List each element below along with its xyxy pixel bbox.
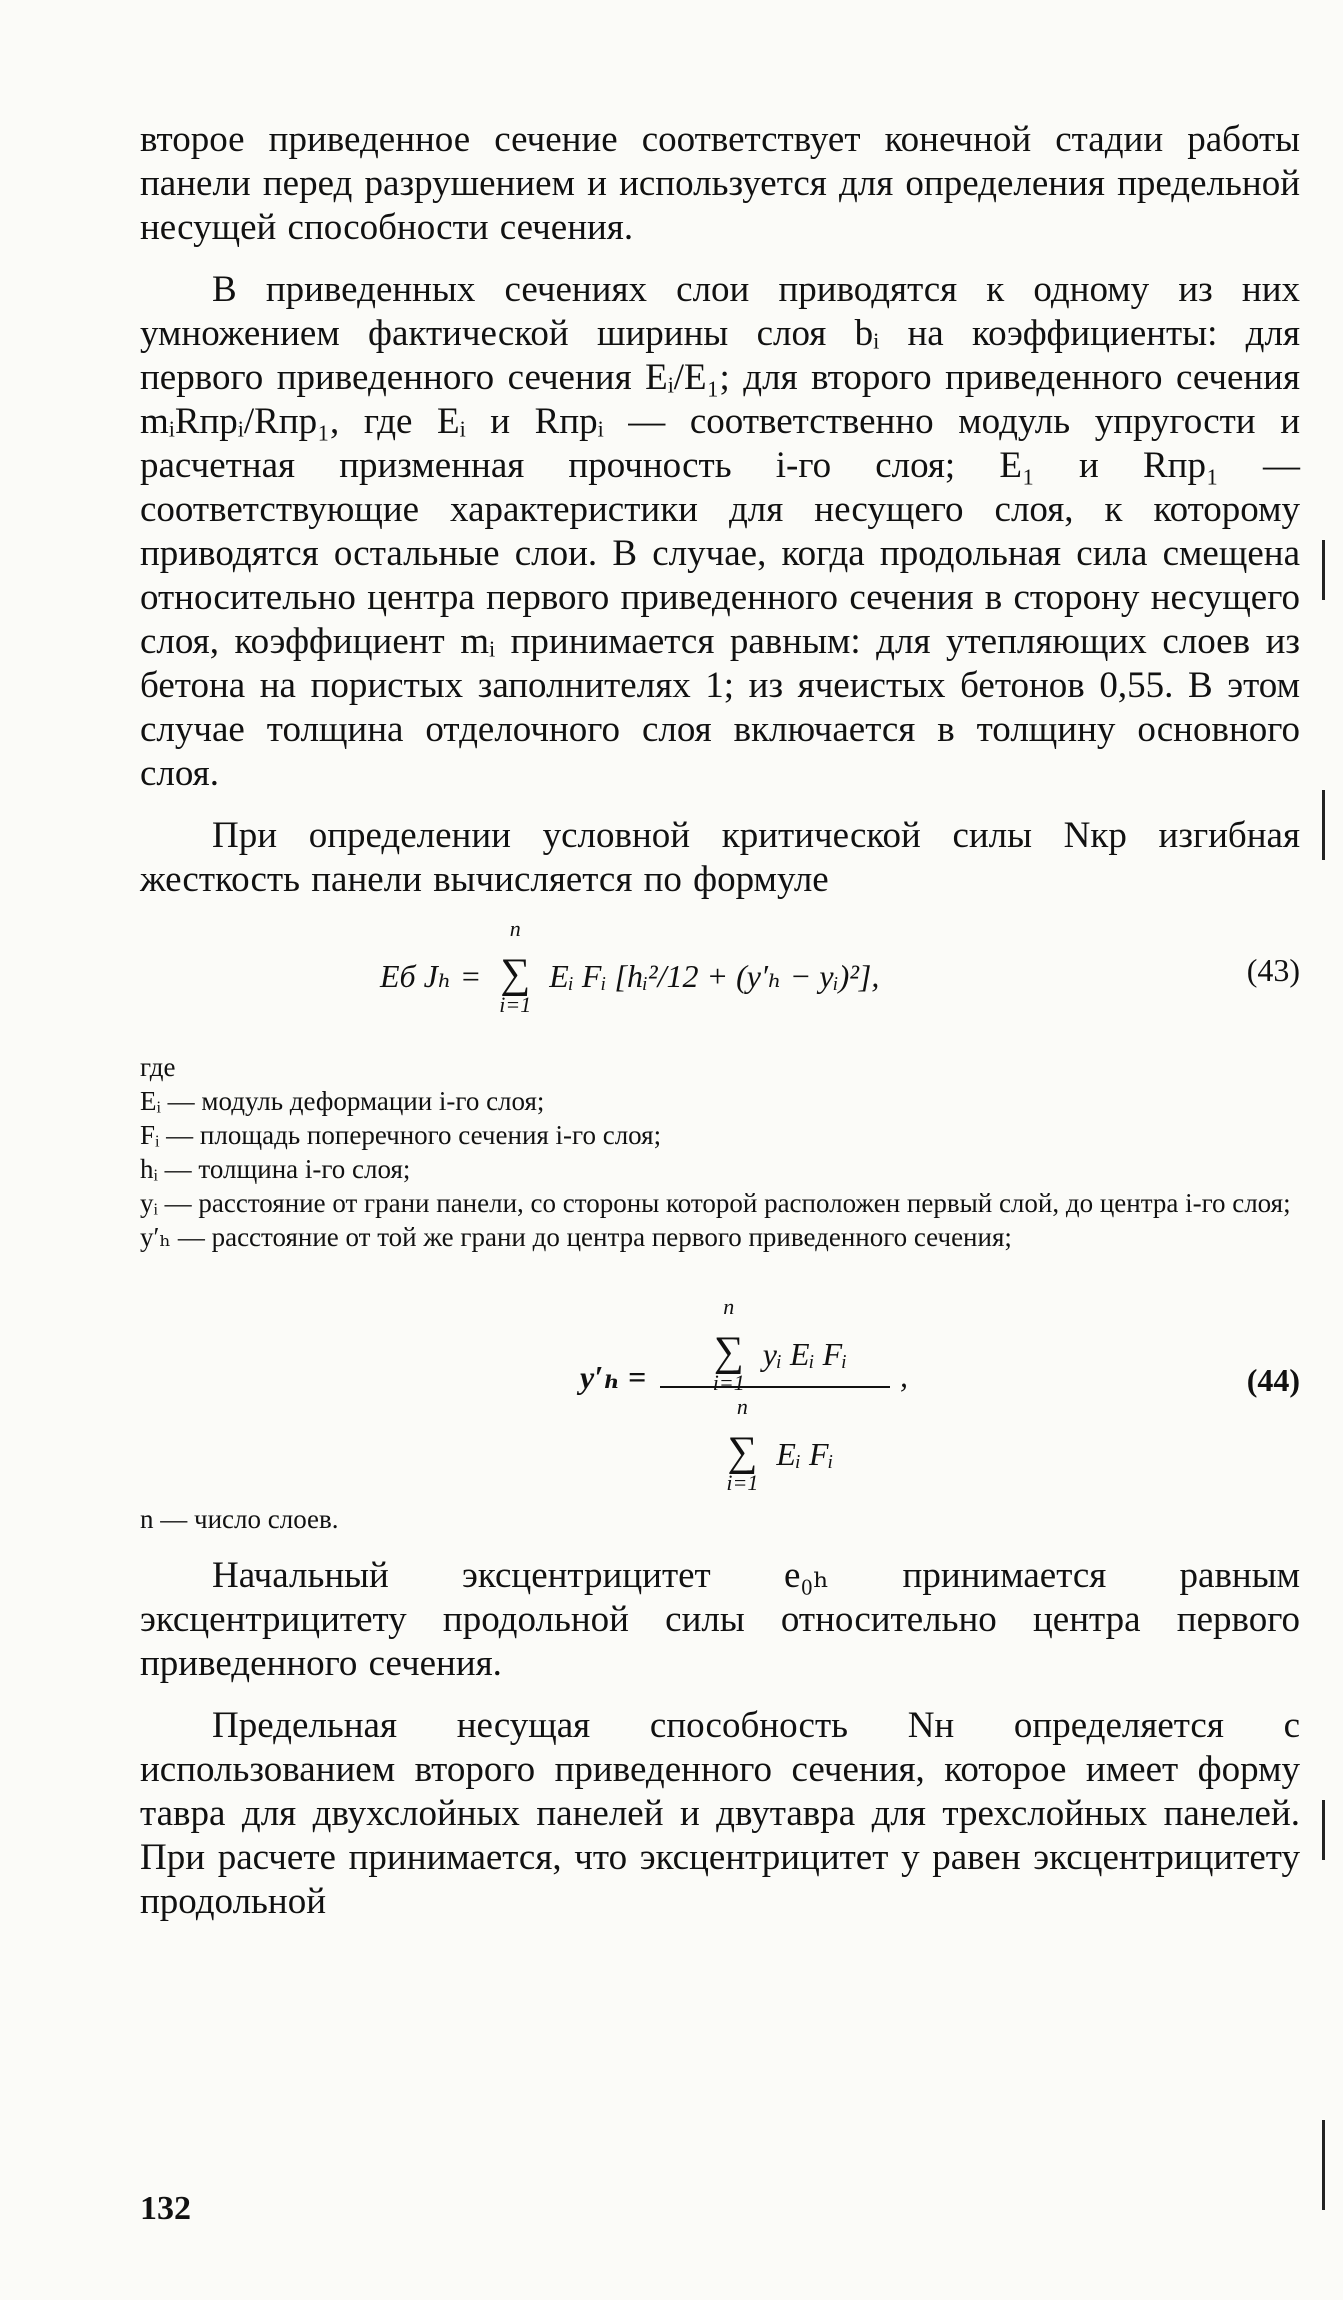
eq44-den-sum-bottom: i=1 <box>726 1470 759 1495</box>
eq43-sum-top: n <box>509 916 521 941</box>
definition-item: y′ₕ — расстояние от той же грани до центра первого приведенного сечения; <box>140 1222 1012 1252</box>
eq44-num-sum-bottom: i=1 <box>712 1370 745 1395</box>
eq43-sum <box>489 916 541 1017</box>
eq43-lhs: Eб Jₕ = <box>380 958 482 994</box>
eq44-denominator <box>660 1392 890 1495</box>
where-label: где <box>140 1052 176 1082</box>
paragraph-4: Начальный эксцентрицитет e₀ₕ принимается равным эксцентрицитету продольной силы относительно центра первого приведенного сечения. <box>140 1555 1300 1684</box>
definition-item: hᵢ — толщина i-го слоя; <box>140 1154 411 1184</box>
equation-44 <box>140 1262 1300 1502</box>
eq43-sum-bottom: i=1 <box>499 992 532 1017</box>
paragraph-2: В приведенных сечениях слои приводятся к одному из них умножением фактической ширины слоя bᵢ на коэффициенты: для первого приведенного сечения Eᵢ/E₁; для второго приведенного сечения mᵢRпрᵢ/Rпр₁, где Eᵢ и Rпрᵢ — соответственно модуль упругости и расчетная призменная прочность i-го слоя; E₁ и Rпр₁ — соответствующие характеристики для несущего слоя, к которому приводятся остальные слои. В случае, когда продольная сила смещена относительно центра первого приведенного сечения в сторону несущего слоя, коэффициент mᵢ принимается равным: для утепляющих слоев из бетона на пористых заполнителях 1; из ячеистых бетонов 0,55. В этом случае толщина отделочного слоя включается в толщину основного слоя. <box>140 269 1300 794</box>
eq44-num-expr: yᵢ Eᵢ Fᵢ <box>762 1336 848 1372</box>
fraction-line <box>660 1386 890 1388</box>
sigma-icon: ∑ <box>713 1329 744 1375</box>
eq44-trailing: , <box>900 1358 908 1394</box>
eq44-den-sum <box>716 1394 768 1495</box>
equation-43 <box>140 910 1300 1040</box>
paragraph-3: При определении условной критической силы Nкр изгибная жесткость панели вычисляется по формуле <box>140 815 1300 900</box>
paragraph-5: Предельная несущая способность Nн определяется с использованием второго приведенного сечения, которое имеет форму тавра для двухслойных панелей и двутавра для трехслойных панелей. При расчете принимается, что эксцентрицитет y равен эксцентрицитету продольной <box>140 1705 1300 1922</box>
page-number: 132 <box>140 2190 191 2227</box>
eq44-fraction <box>660 1292 890 1495</box>
page-content <box>140 118 1300 1924</box>
eq44-den-expr: Eᵢ Fᵢ <box>776 1436 834 1472</box>
margin-mark <box>1322 540 1325 600</box>
eq43-number: (43) <box>1246 952 1300 988</box>
eq44-num-sum <box>703 1294 755 1395</box>
sigma-icon: ∑ <box>500 951 531 997</box>
definition-item: Fᵢ — площадь поперечного сечения i-го слоя; <box>140 1120 662 1150</box>
definition-item: yᵢ — расстояние от грани панели, со стороны которой расположен первый слой, до центра i-го слоя; <box>140 1188 1291 1218</box>
eq44-numerator <box>660 1292 890 1395</box>
paragraph-1: второе приведенное сечение соответствует конечной стадии работы панели перед разрушением и используется для определения предельной несущей способности сечения. <box>140 119 1300 248</box>
margin-mark <box>1322 790 1325 860</box>
definition-item: Eᵢ — модуль деформации i-го слоя; <box>140 1086 545 1116</box>
eq44-lhs: y′ₕ = <box>580 1359 647 1395</box>
n-definition: n — число слоев. <box>140 1504 339 1534</box>
eq44-den-sum-top: n <box>736 1394 748 1419</box>
margin-mark <box>1322 1800 1325 1860</box>
definitions-block <box>140 1050 1300 1254</box>
sigma-icon: ∑ <box>727 1429 758 1475</box>
eq44-number: (44) <box>1246 1362 1300 1398</box>
eq44-num-sum-top: n <box>723 1294 735 1319</box>
eq43-rhs: Eᵢ Fᵢ [hᵢ²/12 + (y′ₕ − yᵢ)²], <box>549 958 880 994</box>
margin-mark <box>1322 2120 1325 2210</box>
